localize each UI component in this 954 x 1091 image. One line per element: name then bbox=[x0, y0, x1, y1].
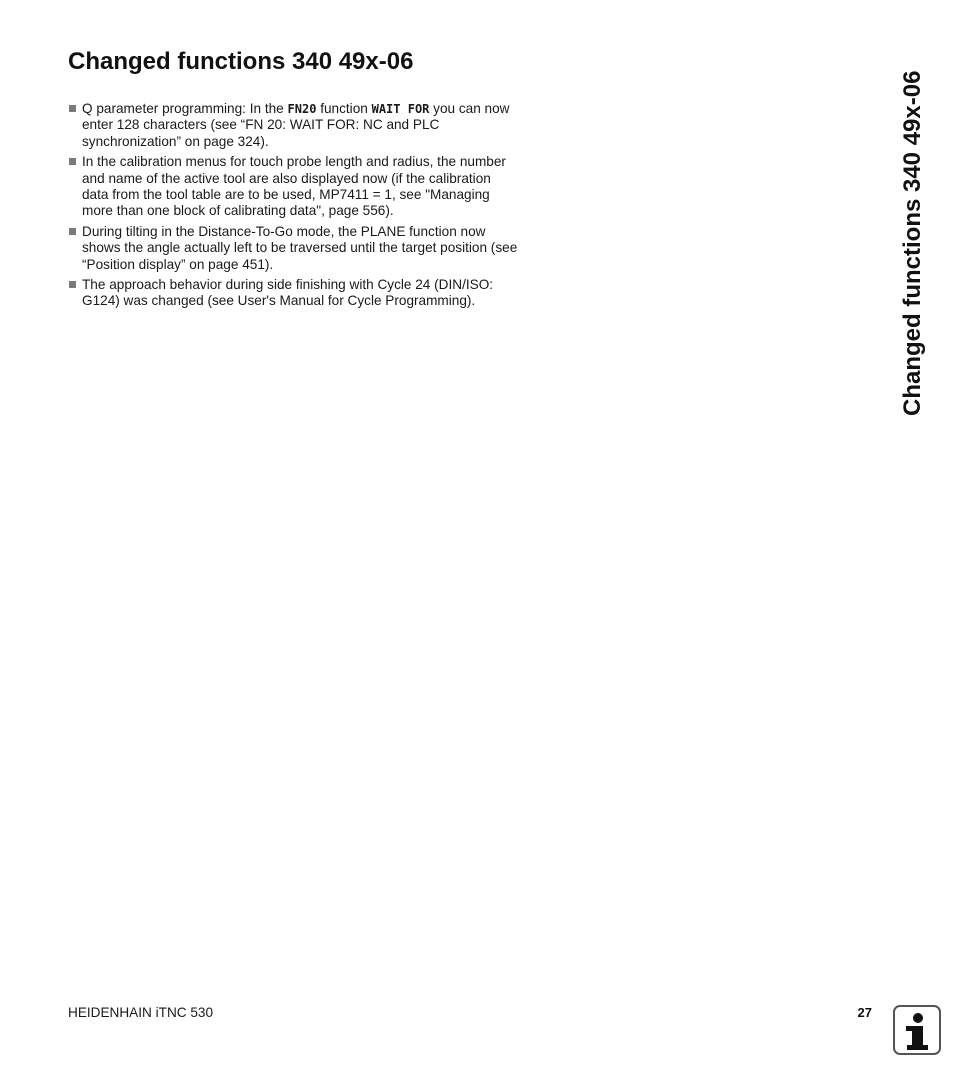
footer-product-name: HEIDENHAIN iTNC 530 bbox=[68, 1005, 214, 1020]
list-item bbox=[68, 224, 518, 273]
list-item-text: Q parameter programming: In the bbox=[82, 101, 288, 116]
bullet-square-icon bbox=[69, 281, 76, 288]
list-item bbox=[68, 154, 518, 220]
info-glyph bbox=[895, 1007, 939, 1053]
page-number: 27 bbox=[857, 1005, 872, 1020]
side-tab-title: Changed functions 340 49x-06 bbox=[899, 70, 926, 416]
bullet-list bbox=[68, 101, 518, 314]
code-term: WAIT FOR bbox=[371, 102, 430, 116]
list-item-text: During tilting in the Distance-To-Go mode, the PLANE function now shows the angle actually left to be traversed until the target position (see “Position display” on page 451). bbox=[82, 223, 518, 272]
info-icon bbox=[893, 1005, 941, 1055]
page-title: Changed functions 340 49x-06 bbox=[68, 48, 414, 75]
bullet-square-icon bbox=[69, 105, 76, 112]
list-item bbox=[68, 277, 518, 310]
list-item-text: function bbox=[316, 101, 372, 116]
list-item-text: you can now enter 128 characters (see “FN 20: WAIT FOR: NC and PLC synchronization” on page 324). bbox=[82, 101, 510, 149]
list-item bbox=[68, 101, 518, 150]
code-term: FN20 bbox=[287, 102, 317, 116]
bullet-square-icon bbox=[69, 158, 76, 165]
list-item-text: The approach behavior during side finishing with Cycle 24 (DIN/ISO: G124) was changed (see User's Manual for Cycle Programming). bbox=[82, 277, 494, 309]
list-item-text: In the calibration menus for touch probe length and radius, the number and name of the active tool are also displayed now (if the calibration data from the tool table are to be used, MP7411 = 1, see "Managing more than one block of calibrating data", page 556). bbox=[82, 154, 506, 219]
bullet-square-icon bbox=[69, 228, 76, 235]
